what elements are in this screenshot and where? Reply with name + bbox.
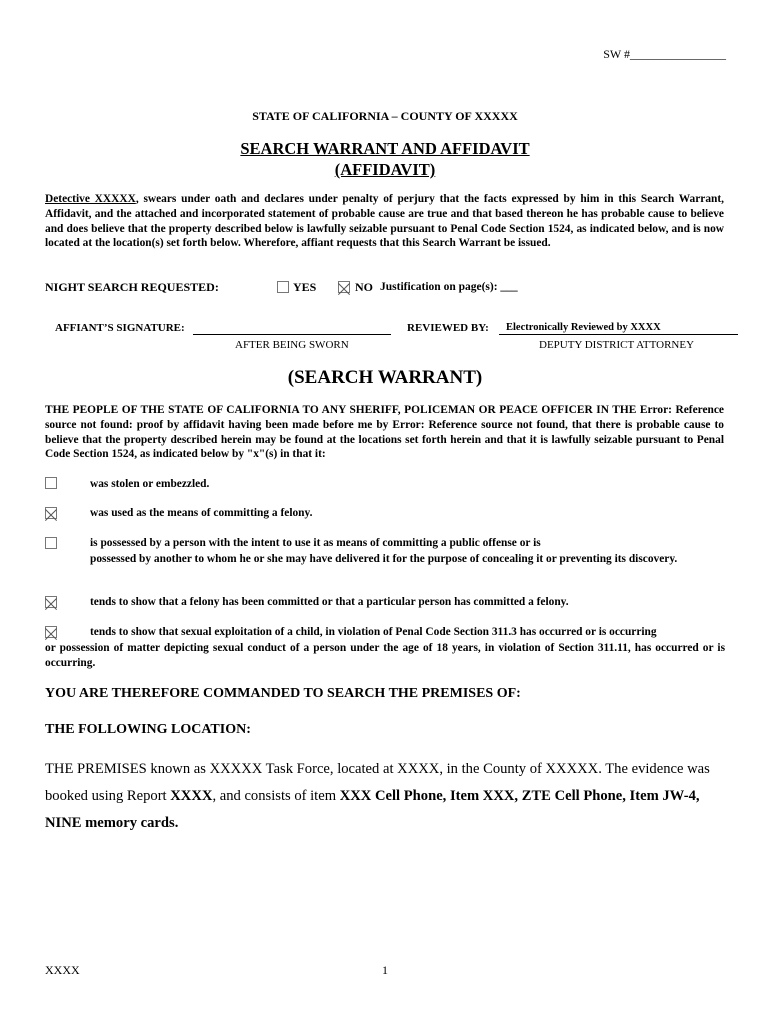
night-search-no-label: NO — [355, 280, 373, 294]
document-subtitle: (AFFIDAVIT) — [334, 160, 436, 179]
item-3-line1: is possessed by a person with the intent to use it as means of committing a public offense or is — [90, 537, 541, 549]
night-search-yes-checkbox[interactable] — [277, 281, 289, 293]
item-2-text: was used as the means of committing a felony. — [90, 507, 313, 519]
deputy-district-attorney: DEPUTY DISTRICT ATTORNEY — [539, 339, 695, 351]
night-search-no-checkbox[interactable] — [338, 281, 350, 293]
item-1-checkbox[interactable] — [45, 477, 57, 489]
search-warrant-title: (SEARCH WARRANT) — [287, 367, 483, 388]
item-5-line1: tends to show that sexual exploitation of a child, in violation of Penal Code Section 311.3 has occurred or is occurring — [90, 626, 657, 638]
affiant-signature-label: AFFIANT’S SIGNATURE: — [55, 322, 185, 334]
document-title: SEARCH WARRANT AND AFFIDAVIT — [240, 139, 530, 158]
item-5-text — [45, 625, 725, 672]
affidavit-text: , swears under oath and declares under penalty of perjury that the facts expressed by him in this Search Warrant, Affidavit, and the attached and incorporated statement of probable cause are true and that based thereon he has probable cause to believe and does believe that the property described below is lawfully seizable pursuant to Penal Code Section 1524, as indicated below, and is now located at the location(s) set forth below. Wherefore, affiant requests that this Search Warrant be issued. — [45, 193, 725, 250]
item-3-rest: possessed by another to whom he or she may have delivered it for the purpose of concealing it or preventing its discovery. — [90, 552, 678, 565]
sw-number: SW #________________ — [603, 47, 726, 61]
reviewed-by-value: Electronically Reviewed by XXXX — [506, 322, 661, 333]
item-3-text — [45, 536, 725, 567]
premises-items: XXX Cell Phone, Item XXX, ZTE Cell Phone, Item JW-4, NINE memory cards. — [45, 788, 700, 831]
premises-text-2: , and consists of item — [212, 788, 340, 804]
premises-description — [45, 756, 725, 837]
justification-pages: Justification on page(s): ___ — [380, 281, 518, 293]
commanded-heading: YOU ARE THEREFORE COMMANDED TO SEARCH THE PREMISES OF: — [45, 686, 521, 701]
warrant-intro: THE PEOPLE OF THE STATE OF CALIFORNIA TO ANY SHERIFF, POLICEMAN OR PEACE OFFICER IN THE Error: Reference source not found: proof by affidavit having been made before me by Error: Reference source not found, that there is probable cause to believe that the property described herein may be found at the locations set forth herein and that it is lawfully seizable pursuant to Penal Code Section 1524, as indicated below by "x"(s) in that it: — [45, 404, 724, 461]
night-search-label: NIGHT SEARCH REQUESTED: — [45, 280, 219, 294]
footer-left: XXXX — [45, 963, 80, 977]
item-4-checkbox[interactable] — [45, 596, 57, 608]
premises-text-1: THE PREMISES known as XXXXX Task Force, located at XXXX, in the County of XXXXX. The evidence was booked using Report — [45, 761, 710, 804]
page-number: 1 — [382, 963, 388, 977]
reviewed-by-label: REVIEWED BY: — [407, 322, 489, 334]
premises-report: XXXX — [170, 788, 213, 804]
affiant-signature-line[interactable] — [193, 322, 391, 335]
item-5-rest: or possession of matter depicting sexual conduct of a person under the age of 18 years, in violation of Section 311.11, has occurred or is occurring. — [45, 641, 725, 669]
night-search-yes-label: YES — [293, 280, 317, 294]
state-county-heading: STATE OF CALIFORNIA – COUNTY OF XXXXX — [252, 109, 518, 123]
item-4-text: tends to show that a felony has been committed or that a particular person has committed a felony. — [90, 596, 569, 608]
affiant-name: Detective XXXXX — [45, 193, 136, 205]
affidavit-paragraph — [45, 192, 724, 251]
after-being-sworn: AFTER BEING SWORN — [235, 339, 349, 351]
location-heading: THE FOLLOWING LOCATION: — [45, 722, 251, 737]
item-2-checkbox[interactable] — [45, 507, 57, 519]
item-1-text: was stolen or embezzled. — [90, 478, 210, 490]
